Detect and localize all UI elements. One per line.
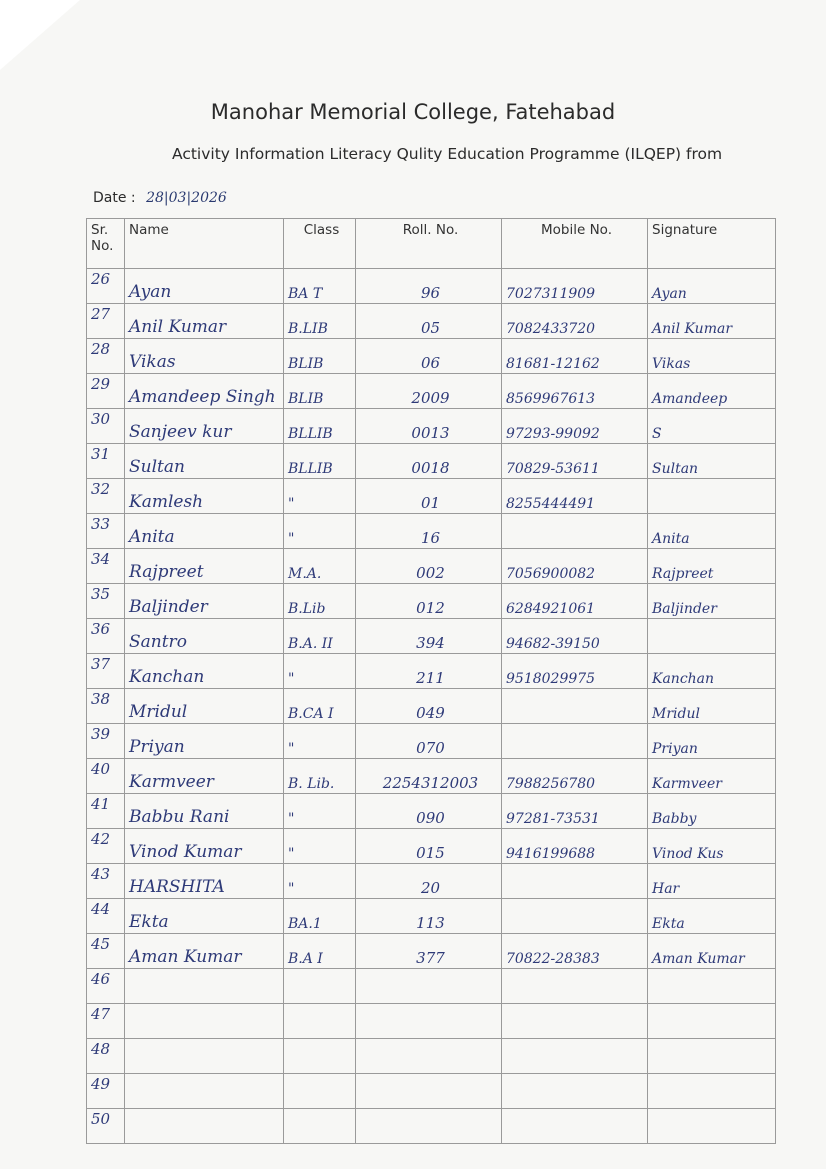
cell-class: BLIB <box>284 374 356 409</box>
cell-sr-no: 39 <box>87 724 125 759</box>
table-row <box>87 514 776 549</box>
cell-roll-no <box>356 1074 502 1109</box>
cell-mobile-no: 7056900082 <box>502 549 648 584</box>
cell-class <box>284 969 356 1004</box>
cell-name: Baljinder <box>125 584 284 619</box>
cell-roll-no: 394 <box>356 619 502 654</box>
cell-signature: Amandeep <box>648 374 776 409</box>
table-row <box>87 479 776 514</box>
cell-signature <box>648 619 776 654</box>
programme-subtitle: Activity Information Literacy Qulity Education Programme (ILQEP) from <box>172 145 723 163</box>
cell-signature: Babby <box>648 794 776 829</box>
cell-class: BLLIB <box>284 444 356 479</box>
cell-signature: Ekta <box>648 899 776 934</box>
cell-class: " <box>284 479 356 514</box>
cell-mobile-no: 7082433720 <box>502 304 648 339</box>
cell-signature: Aman Kumar <box>648 934 776 969</box>
cell-class <box>284 1004 356 1039</box>
cell-class: B.CA I <box>284 689 356 724</box>
table-row <box>87 1109 776 1144</box>
cell-signature: Baljinder <box>648 584 776 619</box>
col-header-mobile-no: Mobile No. <box>502 219 648 269</box>
cell-sr-no: 27 <box>87 304 125 339</box>
cell-sr-no: 32 <box>87 479 125 514</box>
cell-roll-no: 049 <box>356 689 502 724</box>
cell-sr-no: 33 <box>87 514 125 549</box>
cell-signature: Vinod Kus <box>648 829 776 864</box>
col-header-roll-no: Roll. No. <box>356 219 502 269</box>
cell-name <box>125 1109 284 1144</box>
college-title: Manohar Memorial College, Fatehabad <box>210 100 616 124</box>
cell-class: " <box>284 724 356 759</box>
cell-mobile-no: 70822-28383 <box>502 934 648 969</box>
table-row <box>87 864 776 899</box>
cell-roll-no <box>356 1109 502 1144</box>
cell-class: " <box>284 829 356 864</box>
cell-name: Anil Kumar <box>125 304 284 339</box>
cell-sr-no: 29 <box>87 374 125 409</box>
cell-sr-no: 34 <box>87 549 125 584</box>
cell-mobile-no <box>502 1109 648 1144</box>
cell-mobile-no <box>502 864 648 899</box>
table-header-row <box>87 219 776 269</box>
cell-class: " <box>284 794 356 829</box>
cell-sr-no: 44 <box>87 899 125 934</box>
cell-sr-no: 42 <box>87 829 125 864</box>
col-header-class: Class <box>284 219 356 269</box>
table-row <box>87 689 776 724</box>
table-row <box>87 444 776 479</box>
cell-name: Santro <box>125 619 284 654</box>
table-row <box>87 584 776 619</box>
cell-roll-no: 06 <box>356 339 502 374</box>
cell-name: Vikas <box>125 339 284 374</box>
cell-mobile-no <box>502 514 648 549</box>
table-row <box>87 269 776 304</box>
col-header-signature: Signature <box>648 219 776 269</box>
cell-signature <box>648 969 776 1004</box>
table-row <box>87 969 776 1004</box>
cell-sr-no: 49 <box>87 1074 125 1109</box>
cell-mobile-no: 94682-39150 <box>502 619 648 654</box>
cell-sr-no: 50 <box>87 1109 125 1144</box>
date-label: Date : <box>93 190 136 206</box>
cell-class: " <box>284 864 356 899</box>
cell-sr-no: 28 <box>87 339 125 374</box>
cell-name: Amandeep Singh <box>125 374 284 409</box>
cell-roll-no: 01 <box>356 479 502 514</box>
cell-signature: Priyan <box>648 724 776 759</box>
table-row <box>87 1039 776 1074</box>
cell-mobile-no <box>502 1039 648 1074</box>
table-row <box>87 1004 776 1039</box>
cell-class: B.A. II <box>284 619 356 654</box>
cell-name: Kamlesh <box>125 479 284 514</box>
cell-class: M.A. <box>284 549 356 584</box>
cell-roll-no: 012 <box>356 584 502 619</box>
cell-mobile-no: 97293-99092 <box>502 409 648 444</box>
cell-name: Karmveer <box>125 759 284 794</box>
cell-signature <box>648 1109 776 1144</box>
cell-sr-no: 30 <box>87 409 125 444</box>
cell-roll-no: 2254312003 <box>356 759 502 794</box>
cell-name <box>125 1074 284 1109</box>
cell-class <box>284 1039 356 1074</box>
cell-class: BLIB <box>284 339 356 374</box>
cell-sr-no: 35 <box>87 584 125 619</box>
cell-mobile-no: 97281-73531 <box>502 794 648 829</box>
cell-signature <box>648 479 776 514</box>
cell-name: Kanchan <box>125 654 284 689</box>
cell-signature: Vikas <box>648 339 776 374</box>
cell-roll-no <box>356 969 502 1004</box>
date-value: 28|03|2026 <box>146 190 227 206</box>
cell-roll-no <box>356 1039 502 1074</box>
cell-mobile-no <box>502 969 648 1004</box>
cell-roll-no: 20 <box>356 864 502 899</box>
cell-sr-no: 47 <box>87 1004 125 1039</box>
cell-name: Ayan <box>125 269 284 304</box>
cell-mobile-no <box>502 1004 648 1039</box>
cell-name: Aman Kumar <box>125 934 284 969</box>
cell-mobile-no: 7988256780 <box>502 759 648 794</box>
cell-class: B.A I <box>284 934 356 969</box>
cell-class: BA.1 <box>284 899 356 934</box>
cell-sr-no: 40 <box>87 759 125 794</box>
cell-name: Sanjeev kur <box>125 409 284 444</box>
cell-roll-no: 070 <box>356 724 502 759</box>
col-header-name: Name <box>125 219 284 269</box>
cell-roll-no: 090 <box>356 794 502 829</box>
cell-name: Ekta <box>125 899 284 934</box>
cell-name: Babbu Rani <box>125 794 284 829</box>
cell-class: B. Lib. <box>284 759 356 794</box>
cell-mobile-no: 81681-12162 <box>502 339 648 374</box>
cell-class <box>284 1109 356 1144</box>
cell-name: Vinod Kumar <box>125 829 284 864</box>
cell-signature: S <box>648 409 776 444</box>
cell-roll-no: 96 <box>356 269 502 304</box>
cell-class: B.Lib <box>284 584 356 619</box>
table-row <box>87 619 776 654</box>
cell-signature: Ayan <box>648 269 776 304</box>
cell-mobile-no: 8255444491 <box>502 479 648 514</box>
cell-name: Anita <box>125 514 284 549</box>
cell-signature <box>648 1039 776 1074</box>
folded-corner <box>0 0 80 70</box>
table-row <box>87 829 776 864</box>
cell-mobile-no: 8569967613 <box>502 374 648 409</box>
table-row <box>87 759 776 794</box>
cell-signature: Rajpreet <box>648 549 776 584</box>
cell-signature: Karmveer <box>648 759 776 794</box>
cell-class: " <box>284 514 356 549</box>
date-line <box>93 190 227 206</box>
cell-mobile-no: 9518029975 <box>502 654 648 689</box>
cell-mobile-no <box>502 689 648 724</box>
cell-sr-no: 45 <box>87 934 125 969</box>
cell-signature: Anita <box>648 514 776 549</box>
cell-roll-no: 002 <box>356 549 502 584</box>
cell-signature <box>648 1004 776 1039</box>
cell-sr-no: 31 <box>87 444 125 479</box>
cell-signature: Har <box>648 864 776 899</box>
cell-mobile-no <box>502 1074 648 1109</box>
cell-mobile-no <box>502 899 648 934</box>
cell-signature: Mridul <box>648 689 776 724</box>
cell-roll-no: 015 <box>356 829 502 864</box>
table-row <box>87 934 776 969</box>
col-header-sr-no: Sr. No. <box>87 219 125 269</box>
cell-name <box>125 969 284 1004</box>
cell-class: B.LIB <box>284 304 356 339</box>
cell-mobile-no: 7027311909 <box>502 269 648 304</box>
cell-mobile-no: 6284921061 <box>502 584 648 619</box>
cell-class <box>284 1074 356 1109</box>
table-row <box>87 724 776 759</box>
cell-roll-no: 2009 <box>356 374 502 409</box>
cell-name: Sultan <box>125 444 284 479</box>
table-row <box>87 654 776 689</box>
cell-sr-no: 46 <box>87 969 125 1004</box>
cell-signature: Kanchan <box>648 654 776 689</box>
table-row <box>87 339 776 374</box>
cell-name: Priyan <box>125 724 284 759</box>
cell-class: BA T <box>284 269 356 304</box>
table-body <box>87 269 776 1144</box>
table-row <box>87 794 776 829</box>
cell-sr-no: 41 <box>87 794 125 829</box>
cell-signature: Anil Kumar <box>648 304 776 339</box>
cell-mobile-no: 9416199688 <box>502 829 648 864</box>
cell-roll-no: 211 <box>356 654 502 689</box>
table-row <box>87 374 776 409</box>
cell-name <box>125 1004 284 1039</box>
cell-roll-no: 377 <box>356 934 502 969</box>
table-row <box>87 409 776 444</box>
cell-mobile-no: 70829-53611 <box>502 444 648 479</box>
cell-roll-no: 113 <box>356 899 502 934</box>
cell-sr-no: 26 <box>87 269 125 304</box>
table-row <box>87 549 776 584</box>
cell-roll-no: 16 <box>356 514 502 549</box>
table-row <box>87 1074 776 1109</box>
table-row <box>87 899 776 934</box>
cell-roll-no: 0013 <box>356 409 502 444</box>
cell-roll-no: 05 <box>356 304 502 339</box>
cell-sr-no: 43 <box>87 864 125 899</box>
attendance-table <box>86 218 776 1144</box>
cell-roll-no: 0018 <box>356 444 502 479</box>
cell-mobile-no <box>502 724 648 759</box>
table-row <box>87 304 776 339</box>
cell-name: HARSHITA <box>125 864 284 899</box>
cell-class: BLLIB <box>284 409 356 444</box>
cell-class: " <box>284 654 356 689</box>
cell-name: Mridul <box>125 689 284 724</box>
cell-name: Rajpreet <box>125 549 284 584</box>
cell-name <box>125 1039 284 1074</box>
cell-signature <box>648 1074 776 1109</box>
cell-sr-no: 48 <box>87 1039 125 1074</box>
cell-roll-no <box>356 1004 502 1039</box>
cell-sr-no: 37 <box>87 654 125 689</box>
cell-signature: Sultan <box>648 444 776 479</box>
cell-sr-no: 38 <box>87 689 125 724</box>
cell-sr-no: 36 <box>87 619 125 654</box>
